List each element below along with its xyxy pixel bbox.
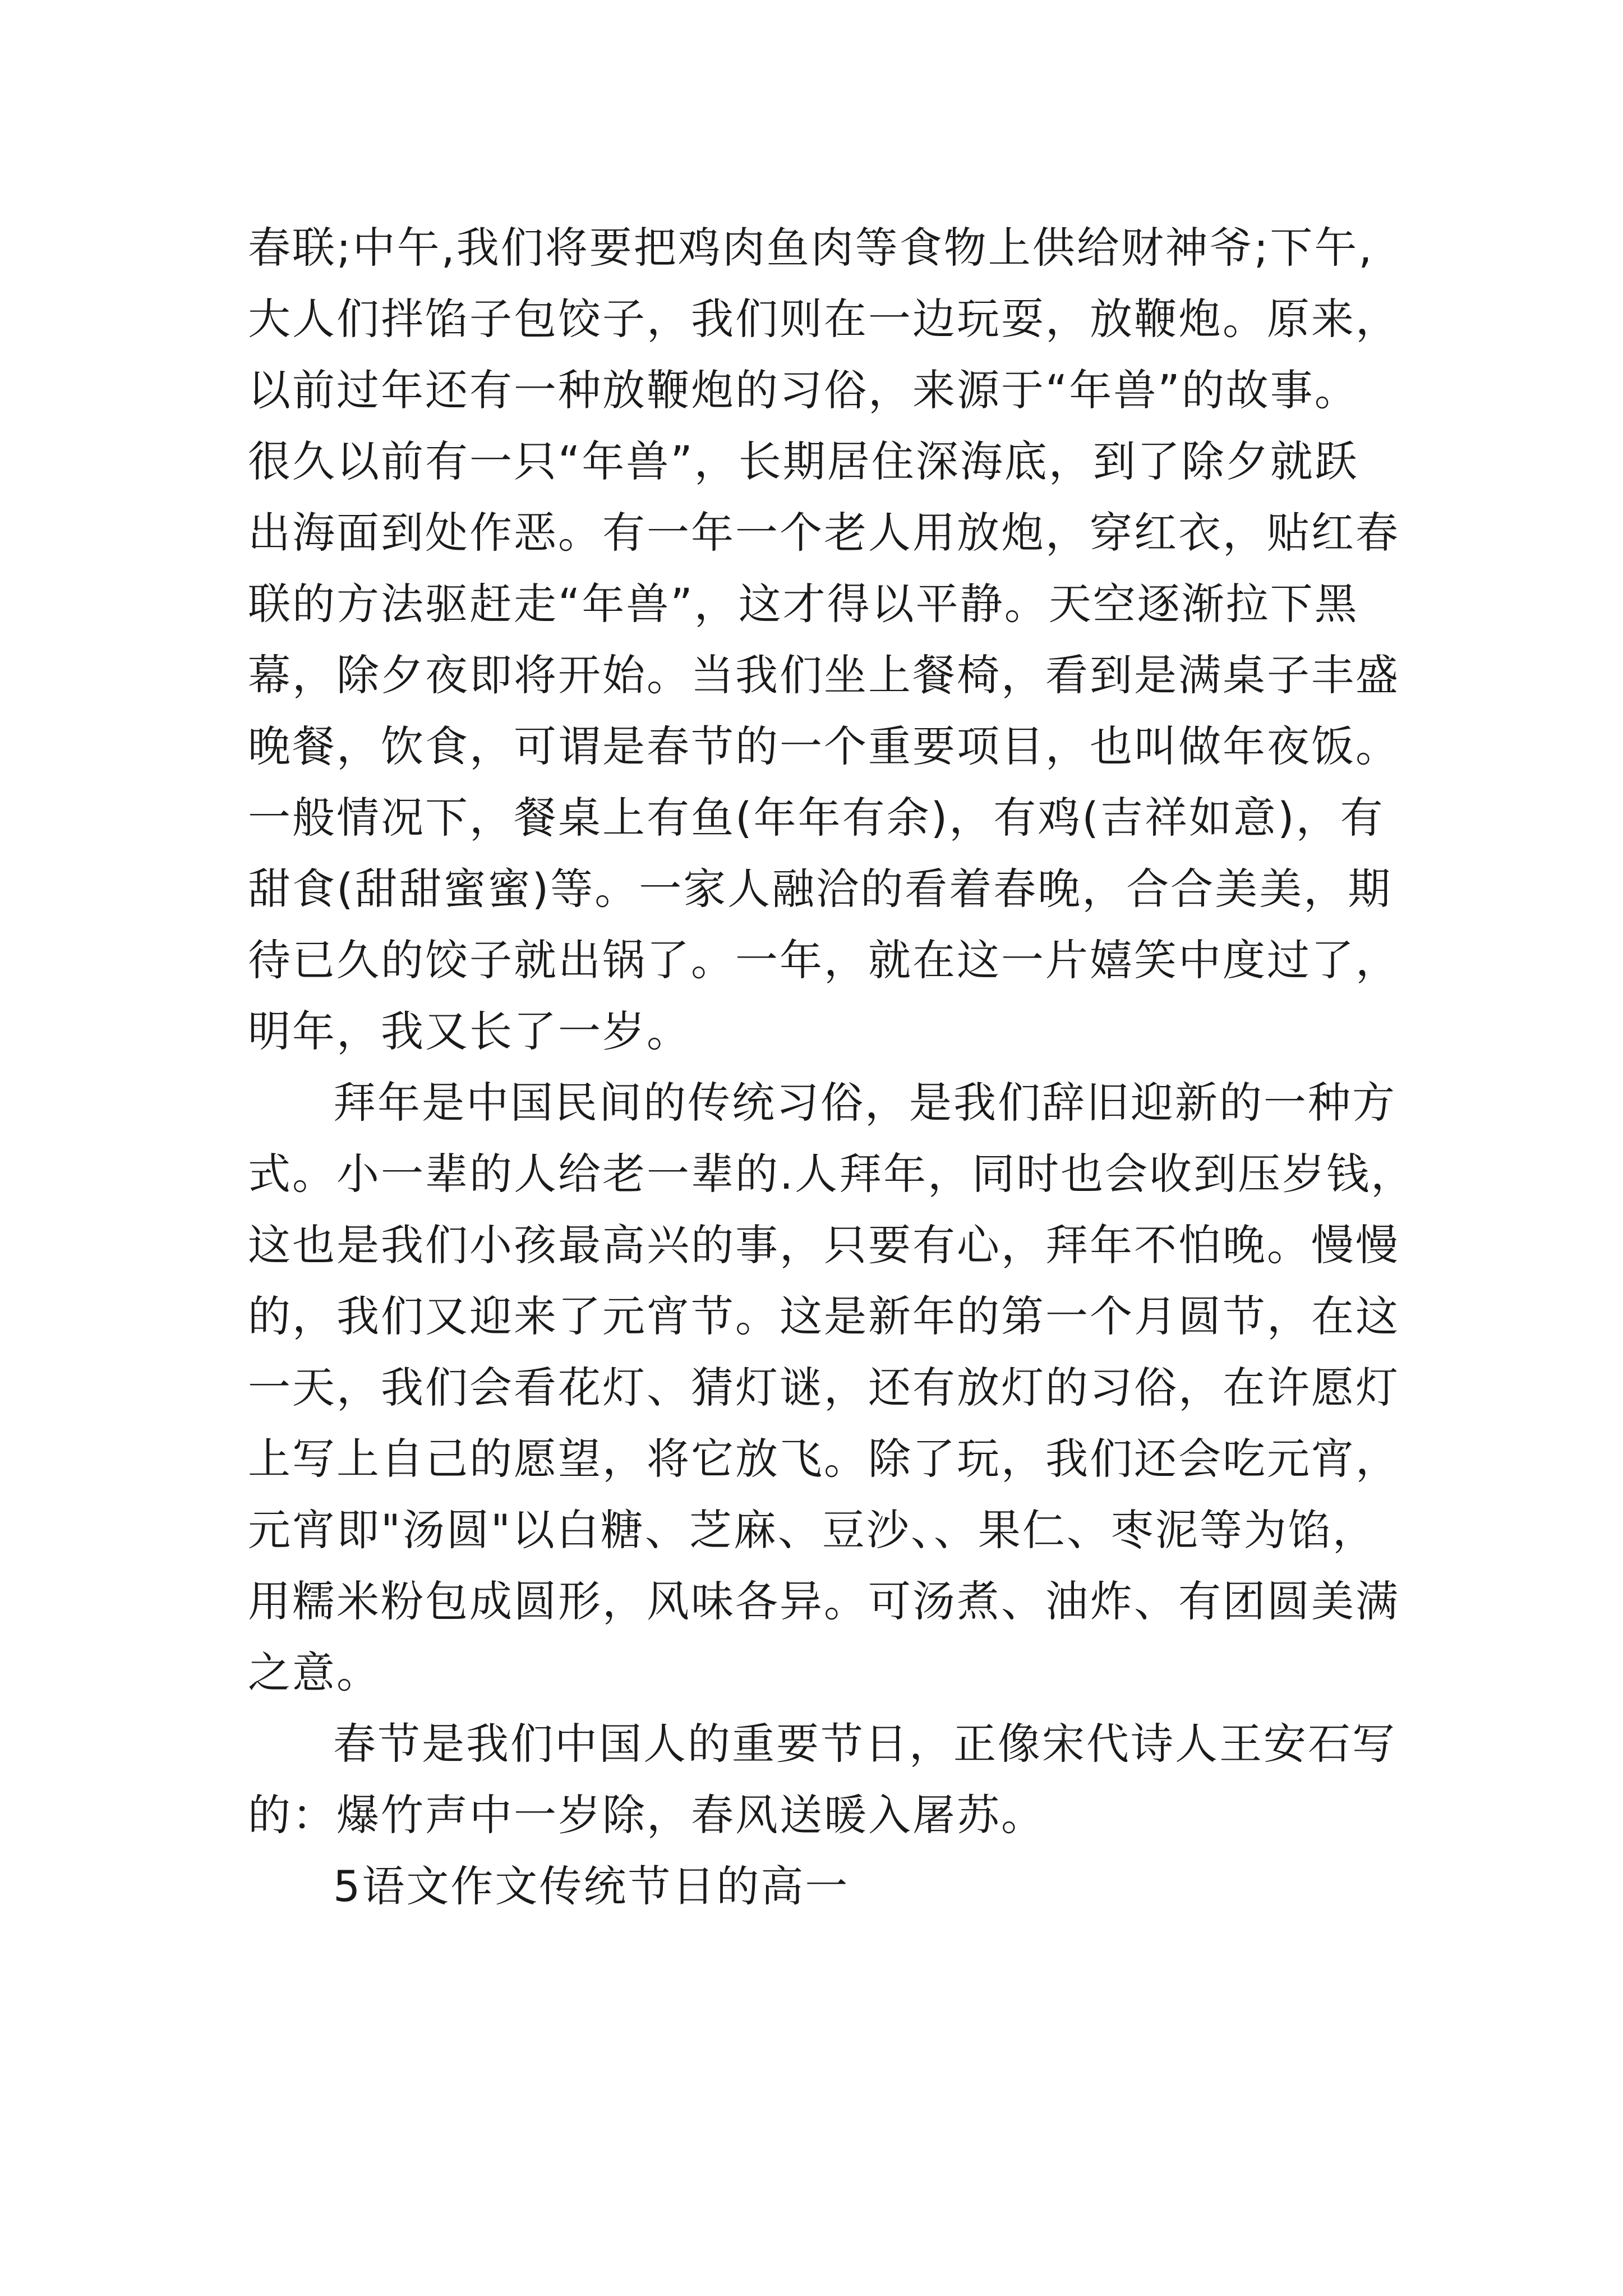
text-line: 一天，我们会看花灯、猜灯谜，还有放灯的习俗，在许愿灯 [248,1363,1400,1412]
text-line: 之意。 [248,1648,381,1697]
section-heading: 5语文作文传统节日的高一 [333,1861,850,1911]
paragraph-2 [248,1067,1415,1708]
text-line: 明年，我又长了一岁。 [248,1006,691,1056]
text-line: 元宵即"汤圆"以白糖、芝麻、豆沙、、果仁、枣泥等为馅， [248,1505,1377,1555]
text-line: 上写上自己的愿望，将它放飞。除了玩，我们还会吃元宵， [248,1434,1400,1484]
next-heading-block [248,1851,1386,1922]
text-line: 拜年是中国民间的传统习俗，是我们辞旧迎新的一种方 [333,1078,1396,1128]
paragraph-3 [248,1708,1396,1851]
text-line: 式。小一辈的人给老一辈的.人拜年，同时也会收到压岁钱， [248,1149,1415,1199]
text-line: 甜食(甜甜蜜蜜)等。一家人融洽的看着春晚，合合美美，期 [248,864,1393,914]
text-line: 用糯米粉包成圆形，风味各异。可汤煮、油炸、有团圆美满 [248,1576,1400,1626]
text-line: 晚餐，饮食，可谓是春节的一个重要项目，也叫做年夜饭。 [248,721,1400,771]
text-line: 联的方法驱赶走“年兽”，这才得以平静。天空逐渐拉下黑 [248,579,1359,629]
text-line: 春联;中午,我们将要把鸡肉鱼肉等食物上供给财神爷;下午, [248,223,1374,273]
text-line: 幕，除夕夜即将开始。当我们坐上餐椅，看到是满桌子丰盛 [248,650,1400,700]
text-line: 春节是我们中国人的重要节日，正像宋代诗人王安石写 [333,1719,1396,1769]
text-line: 这也是我们小孩最高兴的事，只要有心，拜年不怕晚。慢慢 [248,1220,1400,1270]
text-line: 的，我们又迎来了元宵节。这是新年的第一个月圆节，在这 [248,1291,1400,1341]
text-line: 很久以前有一只“年兽”，长期居住深海底，到了除夕就跃 [248,436,1359,486]
paragraph-1 [248,212,1400,1067]
text-line: 大人们拌馅子包饺子，我们则在一边玩耍，放鞭炮。原来， [248,294,1400,344]
text-line: 待已久的饺子就出锅了。一年，就在这一片嬉笑中度过了， [248,935,1400,985]
text-line: 出海面到处作恶。有一年一个老人用放炮，穿红衣，贴红春 [248,508,1400,558]
text-line: 的：爆竹声中一岁除，春风送暖入屠苏。 [248,1790,1045,1840]
document-body [248,212,1415,1922]
text-line: 一般情况下，餐桌上有鱼(年年有余)，有鸡(吉祥如意)，有 [248,793,1385,843]
text-line: 以前过年还有一种放鞭炮的习俗，来源于“年兽”的故事。 [248,365,1359,415]
